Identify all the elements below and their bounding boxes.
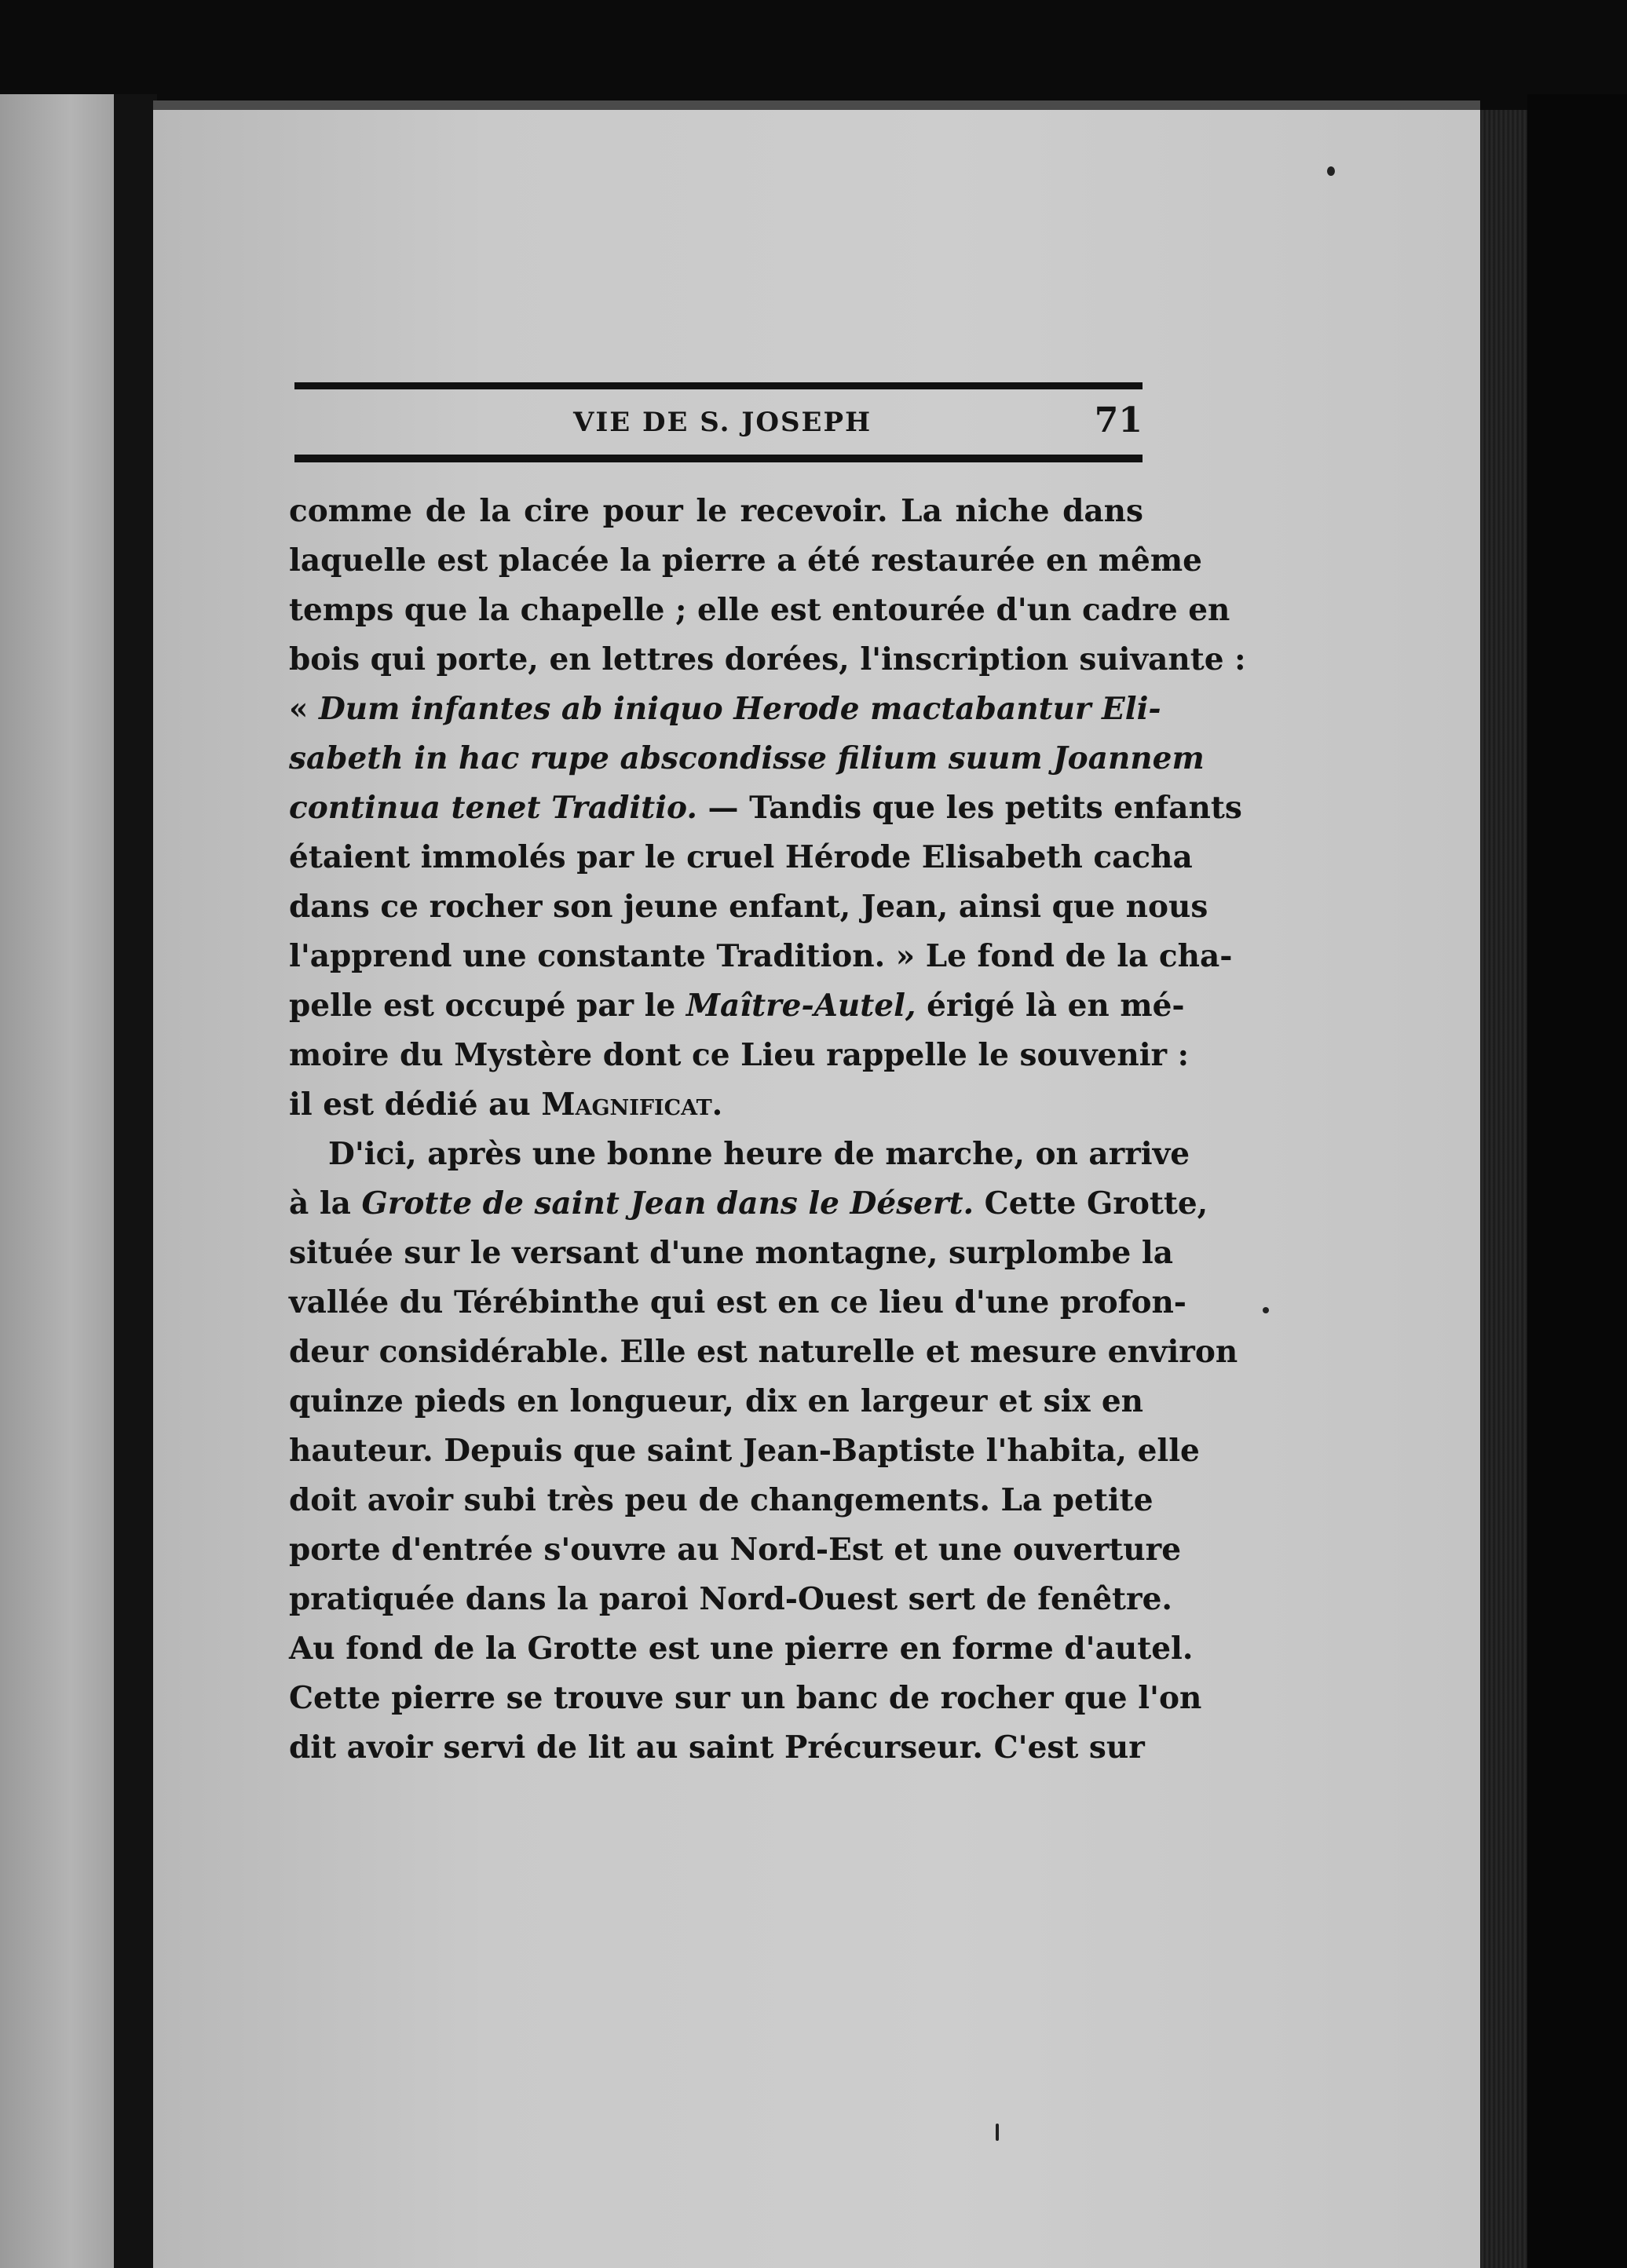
- text-line: [289, 783, 1242, 833]
- text-fragment: — Tandis que les petits enfants: [697, 790, 1242, 826]
- text-line: temps que la chapelle ; elle est entourée d'un cadre en: [289, 592, 1230, 628]
- text-line: bois qui porte, en lettres dorées, l'inscription suivante :: [289, 641, 1246, 677]
- text-line: porte d'entrée s'ouvre au Nord-Est et une ouverture: [289, 1532, 1182, 1568]
- text-line: l'apprend une constante Tradition. » Le fond de la cha-: [289, 938, 1233, 974]
- previous-leaf-edge: [0, 94, 118, 2268]
- text-line: hauteur. Depuis que saint Jean-Baptiste l'habita, elle: [289, 1433, 1200, 1469]
- text-fragment: érigé là en mé-: [916, 988, 1185, 1024]
- text-line: moire du Mystère dont ce Lieu rappelle le souvenir :: [289, 1037, 1190, 1073]
- scan-speck: [1263, 1307, 1269, 1313]
- text-line: dit avoir servi de lit au saint Précurseur. C'est sur: [289, 1729, 1145, 1766]
- text-line: vallée du Térébinthe qui est en ce lieu d'une profon-: [289, 1284, 1186, 1320]
- text-line: deur considérable. Elle est naturelle et mesure environ: [289, 1334, 1238, 1370]
- running-title: VIE DE S. JOSEPH: [573, 407, 872, 438]
- text-fragment: Cette Grotte,: [974, 1185, 1208, 1222]
- text-fragment: pelle est occupé par le: [289, 988, 686, 1024]
- text-line: doit avoir subi très peu de changements. La petite: [289, 1482, 1154, 1518]
- text-fragment: à la: [289, 1185, 362, 1222]
- scan-background: [1527, 94, 1627, 2268]
- header-rule-top: [294, 382, 1143, 389]
- text-line: quinze pieds en longueur, dix en largeur et six en: [289, 1383, 1143, 1419]
- page-number: 71: [1094, 400, 1143, 440]
- text-line: comme de la cire pour le recevoir. La niche dans: [289, 493, 1143, 529]
- text-line: pratiquée dans la paroi Nord-Ouest sert de fenêtre.: [289, 1581, 1172, 1617]
- text-line: [289, 734, 1205, 783]
- text-line: Au fond de la Grotte est une pierre en forme d'autel.: [289, 1631, 1194, 1667]
- book-gutter: [114, 94, 157, 2268]
- page-stack-edge: [1480, 110, 1527, 2268]
- text-line: laquelle est placée la pierre a été restaurée en même: [289, 542, 1202, 579]
- body-text: [289, 487, 1246, 1773]
- text-line: [289, 1080, 1143, 1130]
- text-fragment: il est dédié au: [289, 1087, 542, 1123]
- open-quote: «: [289, 691, 319, 727]
- latin-inscription: sabeth in hac rupe abscondisse filium suum Joannem: [289, 740, 1205, 776]
- header-rule-bottom: [294, 455, 1143, 462]
- smallcaps-term: Magnificat.: [541, 1087, 723, 1123]
- latin-inscription: continua tenet Traditio.: [289, 790, 697, 826]
- text-line: [289, 1179, 1208, 1229]
- italic-term: Grotte de saint Jean dans le Désert.: [361, 1185, 974, 1222]
- scan-speck: [996, 2124, 999, 2141]
- text-line: [289, 685, 1161, 734]
- text-line: étaient immolés par le cruel Hérode Elisabeth cacha: [289, 839, 1193, 875]
- text-line: située sur le versant d'une montagne, surplombe la: [289, 1235, 1173, 1271]
- scan-speck: [1327, 166, 1335, 176]
- text-line: dans ce rocher son jeune enfant, Jean, ainsi que nous: [289, 889, 1208, 925]
- running-head: [294, 400, 1143, 447]
- latin-inscription: Dum infantes ab iniquo Herode mactabantur Eli-: [318, 691, 1161, 727]
- paragraph-start-line: D'ici, après une bonne heure de marche, on arrive: [328, 1136, 1190, 1172]
- italic-term: Maître-Autel,: [686, 988, 916, 1024]
- text-line: [289, 981, 1185, 1031]
- text-line: Cette pierre se trouve sur un banc de rocher que l'on: [289, 1680, 1202, 1716]
